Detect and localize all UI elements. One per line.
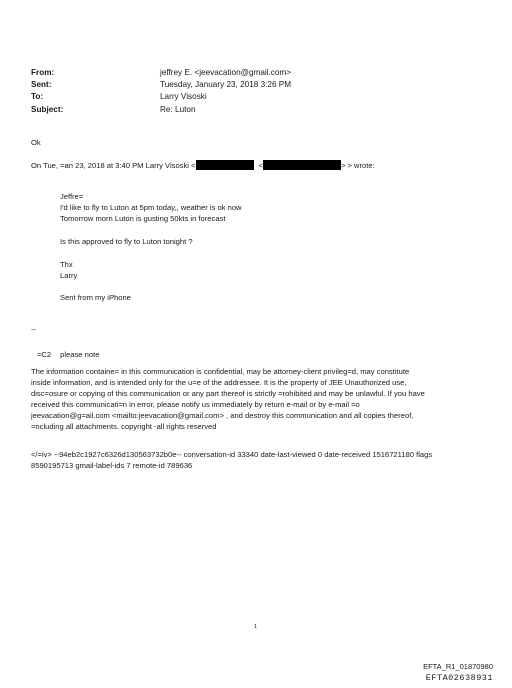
to-value: Larry Visoski xyxy=(160,92,207,102)
efta-r1-stamp: EFTA_R1_01870980 xyxy=(423,662,493,671)
to-row xyxy=(31,91,291,103)
quoted-line: Sent from my iPhone xyxy=(60,293,131,302)
sent-row xyxy=(31,79,291,91)
subject-row xyxy=(31,104,291,116)
quoted-line: Tomorrow morn Luton is gusting 50kts in forecast xyxy=(60,214,226,223)
redaction-bar xyxy=(196,160,254,170)
quoted-line: Is this approved to fly to Luton tonight ? xyxy=(60,237,193,246)
from-label: From: xyxy=(31,68,55,77)
please-note-prefix: =C2 xyxy=(37,350,52,359)
subject-value: Re: Luton xyxy=(160,104,196,114)
sent-value: Tuesday, January 23, 2018 3:26 PM xyxy=(160,80,292,90)
quoted-line: I'd like to fly to Luton at 5pm today,, weather is ok now xyxy=(60,203,242,212)
redaction-bar xyxy=(263,160,341,170)
message-metadata: </=iv> --94eb2c1927c6326d130563732b0e-- conversation-id 33340 date-last-viewed 0 date-received 1516721180 flags 8590195713 gmail-label-ids 7 remote-id 789636 xyxy=(31,450,433,470)
page-number: 1 xyxy=(254,624,258,630)
quote-intro-suffix: > > wrote: xyxy=(340,161,375,170)
reply-text: Ok xyxy=(31,138,41,147)
quoted-line: Thx xyxy=(60,260,73,269)
to-label: To: xyxy=(31,92,44,102)
from-row xyxy=(31,67,291,79)
confidentiality-disclaimer: The information containe= in this communication is confidential, may be attorney-client privileg=d, may constitute inside information, and is intended only for the u=e of the addressee. It is the property of JEE Unauthorized use, disc=osure or copying of this communication or any part thereof is strictly =rohibited and may be unlawful. If you have received this communicati=n in error, please notify us immediately by return e-mail or by e-mail =o jeevacation@g=ail.com <mailto:jeevacation@gmail.com> , and destroy this communication and all copies thereof, =ncluding all attachments. copyright -all rights reserved xyxy=(31,367,425,431)
quote-intro-line xyxy=(31,160,375,171)
separator: -- xyxy=(31,325,37,334)
quote-intro-prefix: On Tue, =an 23, 2018 at 3:40 PM Larry Visoski < xyxy=(31,161,196,170)
efta-id-stamp: EFTA02638931 xyxy=(425,673,493,683)
subject-label: Subject: xyxy=(31,104,64,114)
quoted-line: Jeffre= xyxy=(60,192,84,201)
please-note-text: please note xyxy=(60,350,100,359)
email-header xyxy=(31,67,291,116)
from-value: jeffrey E. <jeevacation@gmail.com> xyxy=(160,68,292,77)
sent-label: Sent: xyxy=(31,80,52,90)
quoted-line: Larry xyxy=(60,271,78,280)
quote-intro-mid: < xyxy=(258,161,263,170)
please-note-line xyxy=(37,349,99,360)
